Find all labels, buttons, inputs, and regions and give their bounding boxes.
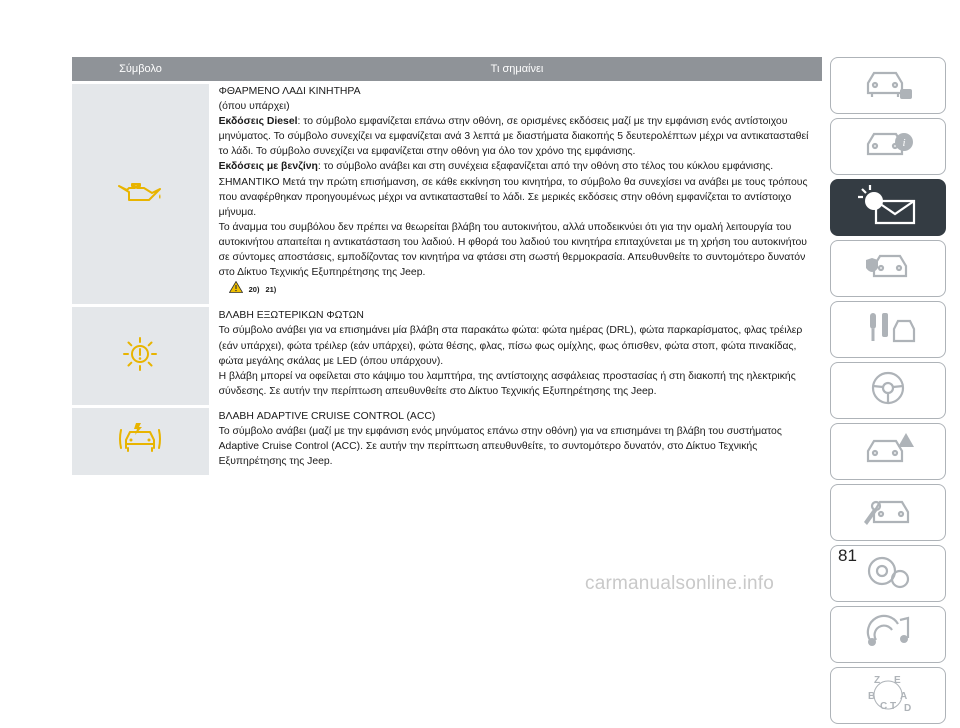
car-maintenance-icon [860, 490, 916, 535]
description-text: Η βλάβη μπορεί να οφείλεται στο κάψιμο του λαμπτήρα, της αντίστοιχης ασφάλειας προστασίας ή στη διακοπή της ηλεκτρικής σύνδεσης. Σε αυτήν την περίπτωση απευθυνθείτε στο Δίκτυο Τεχνικής Εξυπηρέτησης της Jeep. [218, 370, 796, 397]
bold-label: Εκδόσεις με βενζίνη [218, 161, 318, 173]
tab-safety[interactable] [830, 240, 946, 297]
car-safety-icon [860, 246, 916, 291]
table-row [72, 307, 822, 405]
svg-text:Z: Z [874, 675, 881, 686]
warning-triangle-icon [229, 281, 243, 298]
exterior-light-failure-icon [120, 336, 160, 377]
acc-failure-icon [118, 422, 162, 461]
description-text: ΣΗΜΑΝΤΙΚΟ Μετά την πρώτη επισήμανση, σε κάθε εκκίνηση του κινητήρα, το σύμβολο θα συνεχίσει να ανάβει με τους τρόπους που αναφέρθηκαν προηγουμένως μέχρι να αντικατασταθεί το λάδι. Σε μερικές εκδόσεις στην οθόνη εμφανίζεται το αντίστοιχο μήνυμα. [218, 176, 808, 218]
tab-maintenance[interactable] [830, 484, 946, 541]
reference-note[interactable]: 21) [265, 285, 277, 295]
symbol-cell [72, 84, 209, 304]
car-info-icon [860, 63, 916, 108]
description-paragraph [219, 84, 817, 99]
description-cell [212, 84, 822, 304]
tab-emergency[interactable] [830, 423, 946, 480]
svg-text:A: A [900, 691, 908, 702]
description-cell [212, 307, 822, 405]
tab-multimedia[interactable] [830, 606, 946, 663]
symbol-cell [72, 307, 209, 405]
svg-text:i: i [902, 137, 906, 149]
chapter-sidebar [830, 57, 946, 728]
car-emergency-icon [860, 429, 916, 474]
header-meaning: Τι σημαίνει [490, 63, 544, 75]
svg-text:D: D [904, 703, 912, 714]
description-text: ΒΛΑΒΗ ADAPTIVE CRUISE CONTROL (ACC) [218, 410, 436, 422]
tab-starting-driving[interactable] [830, 301, 946, 358]
tab-warning-lights-messages[interactable] [830, 179, 946, 236]
symbol-table [72, 57, 822, 475]
description-text: ΒΛΑΒΗ ΕΞΩΤΕΡΙΚΩΝ ΦΩΤΩΝ [218, 310, 364, 322]
description-text: Το άναμμα του συμβόλου δεν πρέπει να θεωρείται βλάβη του αυτοκινήτου, αλλά υποδεικνύει ότι για την ομαλή λειτουργία του αυτοκινήτου απαιτείται η αντικατάσταση του λαδιού. Η φθορά του λαδιού του κινητήρα επιταχύνεται με τη χρήση του αυτοκινήτου σε σύντομες αποστάσεις, εμποδίζοντας τον κινητήρα να φτάσει στη σωστή θερμοκρασία. Απευθυνθείτε το συντομότερο δυνατόν στο Δίκτυο Τεχνικής Εξυπηρέτησης της Jeep. [218, 221, 807, 279]
description-text: : το σύμβολο εμφανίζεται επάνω στην οθόνη, σε ορισμένες εκδόσεις μαζί με την εμφάνιση ενός αντίστοιχου μηνύματος. Το σύμβολο συνεχίζει να εμφανίζεται ανά 3 λεπτά με διαστήματα διακοπής 5 δευτερολέπτων μέχρι να αντικατασταθεί το λάδι. Το σύμβολο συνεχίζει να εμφανίζεται στην οθόνη για όλο τον χρόνο της εμφάνισης. [218, 116, 809, 158]
table-row [72, 84, 822, 304]
svg-text:B: B [868, 691, 876, 702]
description-text: Το σύμβολο ανάβει για να επισημάνει μία βλάβη στα παρακάτω φώτα: φώτα ημέρας (DRL), φώτα παρκαρίσματος, φλας τρέιλερ (εάν υπάρχει), φώτα τρέιλερ (εάν υπάρχει), φώτα θέσης, φλας, πίσω φως ομίχλης, φως όπισθεν, φώτα στοπ, φώτα πινακίδας, φώτα μεγάλης σκάλας με LED (όπου υπάρχουν). [218, 325, 803, 367]
oil-can-icon [116, 180, 164, 209]
description-paragraph [219, 114, 817, 159]
table-row [72, 408, 822, 475]
steering-wheel-icon [860, 368, 916, 413]
description-text: (όπου υπάρχει) [218, 101, 290, 113]
reference-notes [219, 281, 817, 298]
description-text: : το σύμβολο ανάβει και στη συνέχεια εξαφανίζεται από την οθόνη στο τέλος του κύκλου εμφάνισης. [317, 161, 774, 173]
description-text: Το σύμβολο ανάβει (μαζί με την εμφάνιση ενός μηνύματος επάνω στην οθόνη) για να επισημάνει τη βλάβη του συστήματος Adaptive Cruise Control (ACC). Σε αυτήν την περίπτωση απευθυνθείτε, το συντομότερο δυνατόν, στο Δίκτυο Τεχνικής Εξυπηρέτησης της Jeep. [218, 425, 782, 468]
tab-car-info[interactable] [830, 57, 946, 114]
description-cell [212, 408, 822, 475]
description-text: ΦΘΑΡΜΕΝΟ ΛΑΔΙ ΚΙΝΗΤΗΡΑ [218, 86, 361, 97]
key-starting-icon [860, 307, 916, 352]
header-symbol: Σύμβολο [119, 63, 162, 75]
warning-light-message-icon [856, 183, 920, 232]
page-number: 81 [838, 546, 857, 565]
description-paragraph [219, 220, 817, 280]
svg-text:E: E [894, 675, 901, 686]
tab-steering[interactable] [830, 362, 946, 419]
description-paragraph [219, 424, 817, 469]
watermark: carmanualsonline.info [585, 573, 775, 594]
alphabetical-index-icon [860, 671, 916, 720]
description-paragraph [219, 323, 817, 368]
description-paragraph [219, 159, 817, 174]
svg-text:C: C [880, 701, 888, 712]
svg-text:T: T [890, 701, 897, 712]
tab-car-manual[interactable] [830, 118, 946, 175]
description-paragraph [219, 369, 817, 399]
multimedia-icon [860, 612, 916, 657]
table-header [72, 57, 822, 81]
reference-note[interactable]: 20) [248, 285, 260, 295]
description-paragraph [219, 409, 817, 424]
bold-label: Εκδόσεις Diesel [218, 116, 298, 128]
symbol-cell [72, 408, 209, 475]
description-paragraph [219, 175, 817, 220]
description-paragraph [219, 308, 817, 323]
technical-data-icon [860, 551, 916, 596]
car-manual-icon [860, 124, 916, 169]
tab-alphabetical-index[interactable] [830, 667, 946, 724]
description-paragraph [219, 99, 817, 114]
